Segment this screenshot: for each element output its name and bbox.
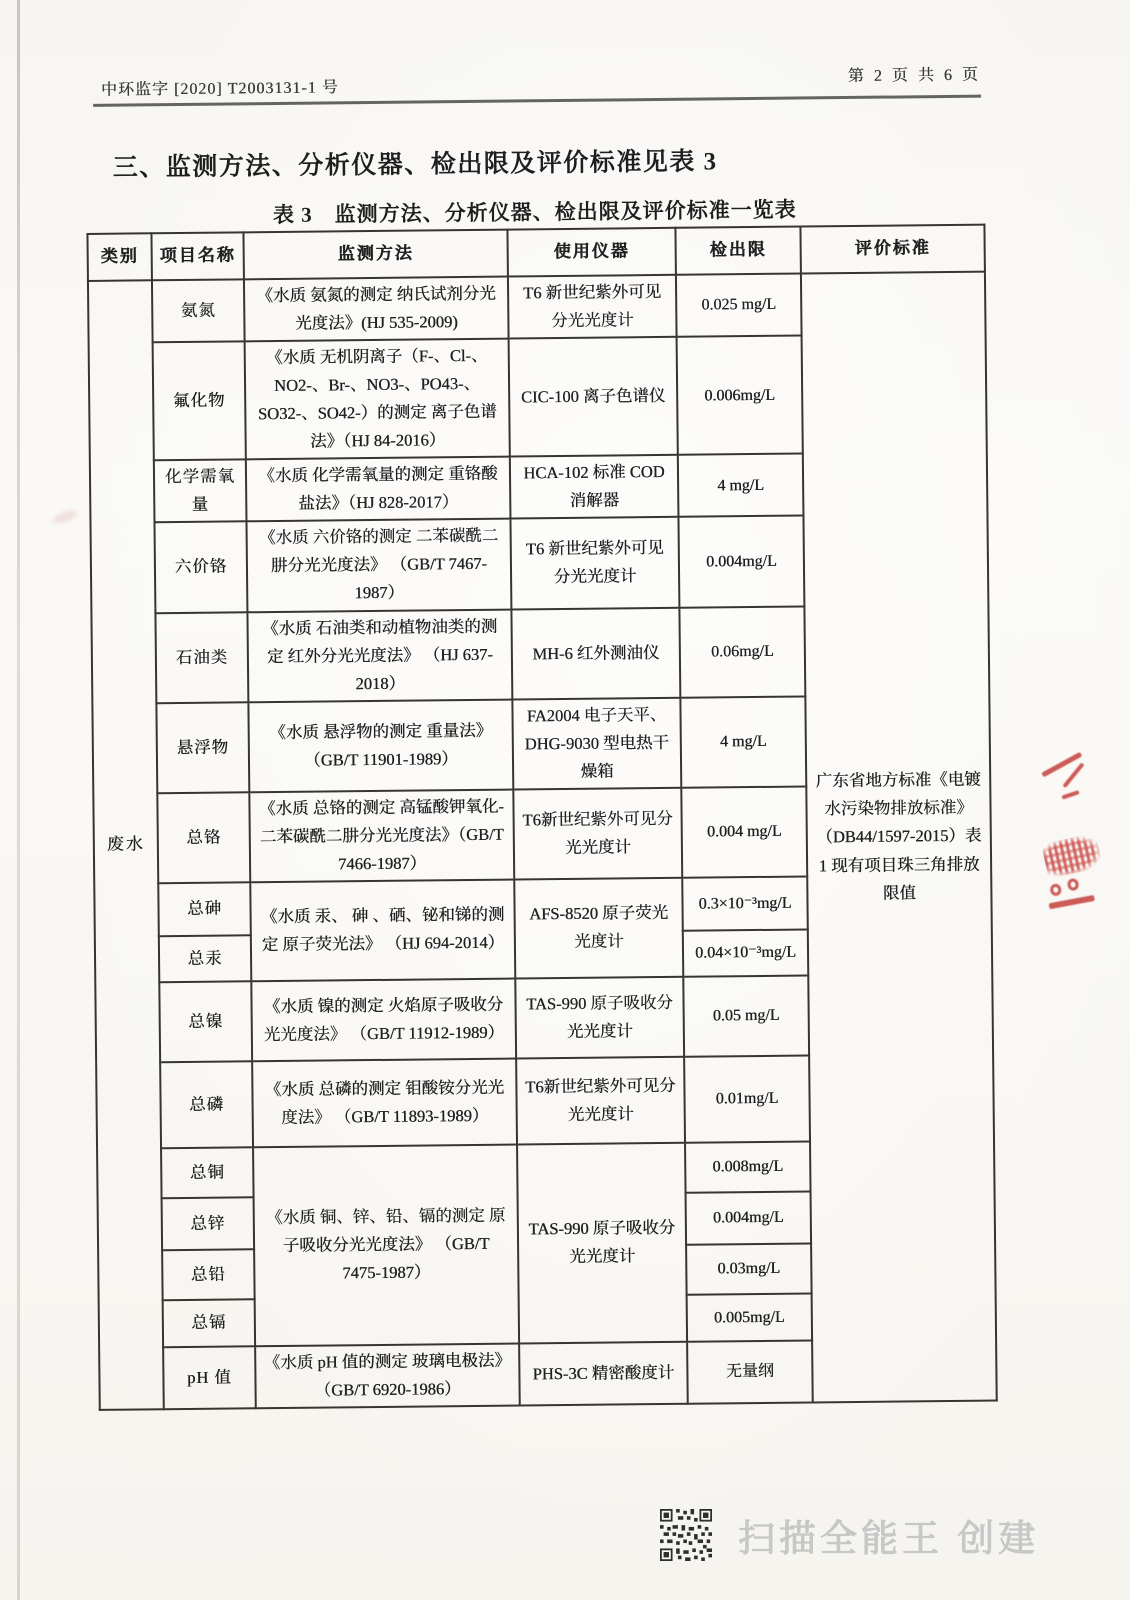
cell-method: 《水质 氨氮的测定 纳氏试剂分光光度法》(HJ 535-2009) (244, 277, 509, 342)
cell-limit: 0.06mg/L (679, 606, 805, 697)
cell-item: pH 值 (163, 1346, 256, 1409)
cell-method: 《水质 镍的测定 火焰原子吸收分光光度法》 （GB/T 11912-1989） (251, 978, 516, 1061)
cell-instrument: T6新世纪紫外可见分光光度计 (516, 1057, 685, 1145)
col-header-standard: 评价标准 (800, 225, 984, 274)
cell-method: 《水质 化学需氧量的测定 重铬酸盐法》（HJ 828-2017） (246, 457, 511, 522)
cell-instrument: MH-6 红外测油仪 (511, 607, 680, 699)
document-number: 中环监字 [2020] T2003131-1 号 (100, 79, 339, 99)
cell-standard: 广东省地方标准《电镀水污染物排放标准》（DB44/1597-2015）表 1 现有项目珠三角排放限值 (801, 272, 997, 1403)
cell-instrument: PHS-3C 精密酸度计 (519, 1342, 688, 1406)
cell-limit: 0.04×10⁻³mg/L (683, 929, 808, 976)
cell-limit: 0.025 mg/L (676, 274, 802, 337)
monitoring-methods-table (86, 224, 997, 1411)
cell-item: 六价铬 (154, 522, 247, 613)
cell-instrument: TAS-990 原子吸收分光光度计 (517, 1143, 687, 1344)
cell-method: 《水质 石油类和动植物油类的测定 红外分光光度法》 （HJ 637-2018） (247, 609, 512, 702)
cell-limit: 0.004mg/L (686, 1191, 812, 1244)
cell-instrument: CIC-100 离子色谱仪 (509, 337, 678, 457)
col-header-limit: 检出限 (675, 227, 800, 275)
cell-instrument: TAS-990 原子吸收分光光度计 (515, 977, 684, 1059)
cell-item: 总磷 (160, 1061, 253, 1148)
cell-method: 《水质 无机阴离子（F-、Cl-、NO2-、Br-、NO3-、PO43-、SO32-、SO42-）的测定 离子色谱法》（HJ 84-2016） (245, 339, 510, 460)
cell-limit: 0.005mg/L (687, 1293, 812, 1341)
red-stamp-fragment (1041, 832, 1104, 879)
cell-limit: 4 mg/L (678, 454, 804, 517)
cell-item: 化学需氧量 (154, 460, 247, 523)
cell-limit: 0.3×10⁻³mg/L (682, 876, 808, 930)
cell-method: 《水质 汞、 砷 、硒、铋和锑的测定 原子荧光法》 （HJ 694-2014） (250, 879, 515, 981)
scanner-watermark (660, 1508, 1039, 1562)
cell-item: 总锌 (162, 1197, 255, 1250)
cell-item: 总铜 (161, 1147, 254, 1198)
red-stamp-fragment (1036, 739, 1115, 817)
page-number: 第 2 页 共 6 页 (847, 66, 981, 86)
cell-limit: 0.05 mg/L (683, 975, 809, 1056)
col-header-instrument: 使用仪器 (507, 228, 675, 277)
col-header-item: 项目名称 (151, 232, 243, 280)
section-title: 三、监测方法、分析仪器、检出限及评价标准见表 3 (112, 148, 718, 182)
cell-instrument: T6新世纪紫外可见分光光度计 (513, 788, 682, 880)
cell-method: 《水质 悬浮物的测定 重量法》（GB/T 11901-1989） (248, 699, 513, 792)
cell-limit: 无量纲 (687, 1340, 813, 1403)
cell-limit: 4 mg/L (680, 696, 806, 787)
cell-item: 石油类 (155, 612, 248, 703)
red-stamp-fragment (1045, 874, 1102, 915)
cell-instrument: AFS-8520 原子荧光光度计 (514, 878, 683, 979)
cell-category: 废水 (88, 280, 164, 1410)
cell-item: 氟化物 (153, 341, 246, 460)
cell-instrument: FA2004 电子天平、DHG-9030 型电热干燥箱 (512, 697, 681, 789)
cell-item: 总铬 (157, 792, 250, 883)
cell-limit: 0.01mg/L (684, 1055, 810, 1142)
cell-instrument: T6 新世纪紫外可见分光光度计 (508, 275, 677, 339)
cell-limit: 0.004 mg/L (681, 786, 807, 877)
cell-item: 总铅 (162, 1249, 255, 1300)
col-header-category: 类别 (87, 233, 151, 281)
table-caption: 表 3 监测方法、分析仪器、检出限及评价标准一览表 (272, 197, 797, 228)
cell-item: 总镉 (163, 1299, 255, 1347)
watermark-text: 扫描全能王 创建 (738, 1518, 1040, 1559)
cell-instrument: HCA-102 标准 COD 消解器 (510, 455, 679, 519)
cell-item: 氨氮 (152, 279, 245, 342)
cell-limit: 0.03mg/L (686, 1243, 812, 1294)
cell-method: 《水质 总磷的测定 钼酸铵分光光度法》 （GB/T 11893-1989） (252, 1058, 517, 1147)
cell-limit: 0.008mg/L (685, 1141, 811, 1192)
cell-item: 总镍 (159, 981, 252, 1062)
cell-instrument: T6 新世纪紫外可见分光光度计 (510, 517, 679, 609)
cell-method: 《水质 铜、锌、铅、镉的测定 原子吸收分光光度法》 （GB/T 7475-1987） (253, 1144, 519, 1346)
cell-item: 总汞 (159, 935, 251, 982)
cell-item: 悬浮物 (156, 702, 249, 793)
cell-method: 《水质 六价铬的测定 二苯碳酰二肼分光光度法》 （GB/T 7467-1987） (246, 519, 511, 612)
table-row (88, 272, 986, 343)
cell-limit: 0.004mg/L (678, 516, 804, 607)
cell-item: 总砷 (158, 882, 251, 936)
cell-limit: 0.006mg/L (677, 336, 803, 455)
col-header-method: 监测方法 (243, 230, 507, 280)
qr-code-icon (660, 1509, 712, 1561)
cell-method: 《水质 总铬的测定 高锰酸钾氧化-二苯碳酰二肼分光光度法》（GB/T 7466-1987） (249, 789, 514, 882)
cell-method: 《水质 pH 值的测定 玻璃电极法》（GB/T 6920-1986） (255, 1343, 520, 1408)
